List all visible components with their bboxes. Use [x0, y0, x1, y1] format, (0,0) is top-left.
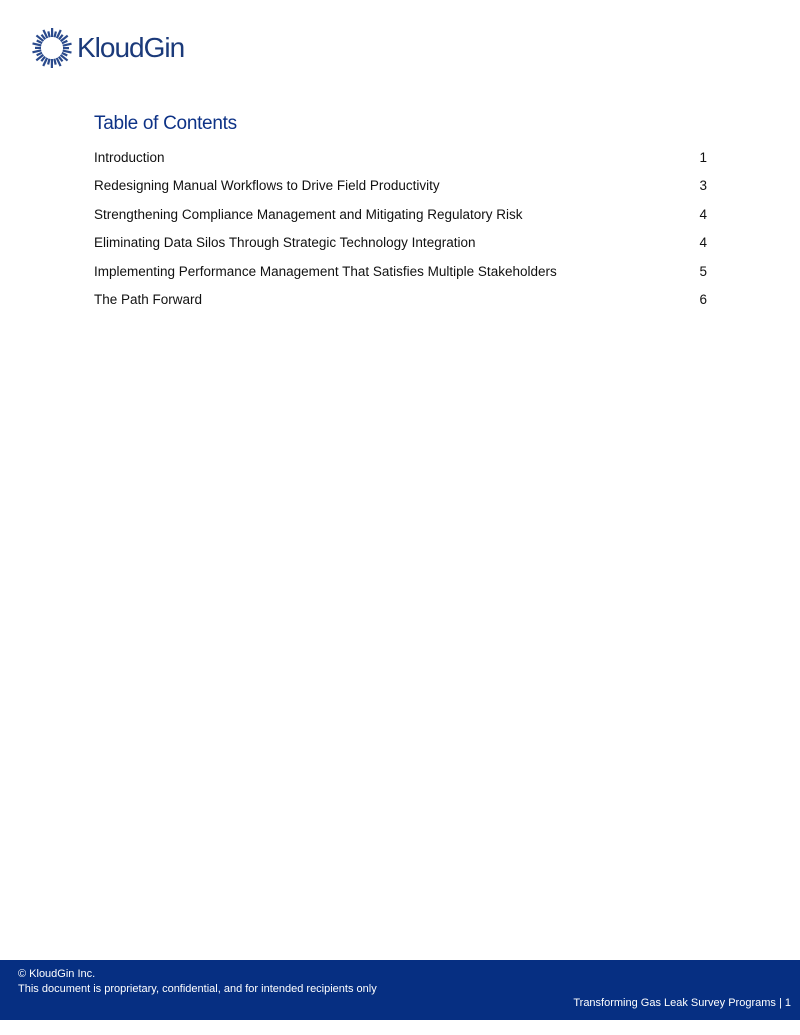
toc-entry[interactable] [94, 286, 707, 315]
toc-entry-title: Redesigning Manual Workflows to Drive Field Productivity [94, 178, 440, 194]
footer-copyright: © KloudGin Inc. [18, 968, 96, 980]
toc-entry[interactable] [94, 229, 707, 258]
toc-entry-title: The Path Forward [94, 292, 203, 308]
toc-entry-title: Implementing Performance Management That Satisfies Multiple Stakeholders [94, 263, 557, 279]
toc-entry-title: Introduction [94, 149, 165, 165]
toc-entry-page: 5 [699, 263, 707, 279]
toc-entry[interactable] [94, 257, 707, 286]
toc-entry[interactable] [94, 172, 707, 201]
company-logo [31, 26, 184, 70]
toc-entry-page: 4 [699, 206, 707, 222]
toc-heading: Table of Contents [94, 113, 237, 134]
toc-entry-page: 4 [699, 235, 707, 251]
page-footer [0, 960, 800, 1020]
toc-entry-page: 6 [699, 292, 707, 308]
logo-wordmark: KloudGin [77, 32, 185, 63]
footer-page-label: Transforming Gas Leak Survey Programs | 1 [573, 997, 791, 1009]
toc-entry[interactable] [94, 200, 707, 229]
toc-list [94, 143, 707, 314]
toc-entry-title: Eliminating Data Silos Through Strategic Technology Integration [94, 235, 476, 251]
kloudgin-logo-icon [31, 27, 73, 69]
footer-confidentiality-notice: This document is proprietary, confidential, and for intended recipients only [18, 983, 377, 995]
toc-entry-page: 1 [699, 149, 707, 165]
toc-entry-page: 3 [699, 178, 707, 194]
toc-entry[interactable] [94, 143, 707, 172]
toc-entry-title: Strengthening Compliance Management and Mitigating Regulatory Risk [94, 206, 523, 222]
